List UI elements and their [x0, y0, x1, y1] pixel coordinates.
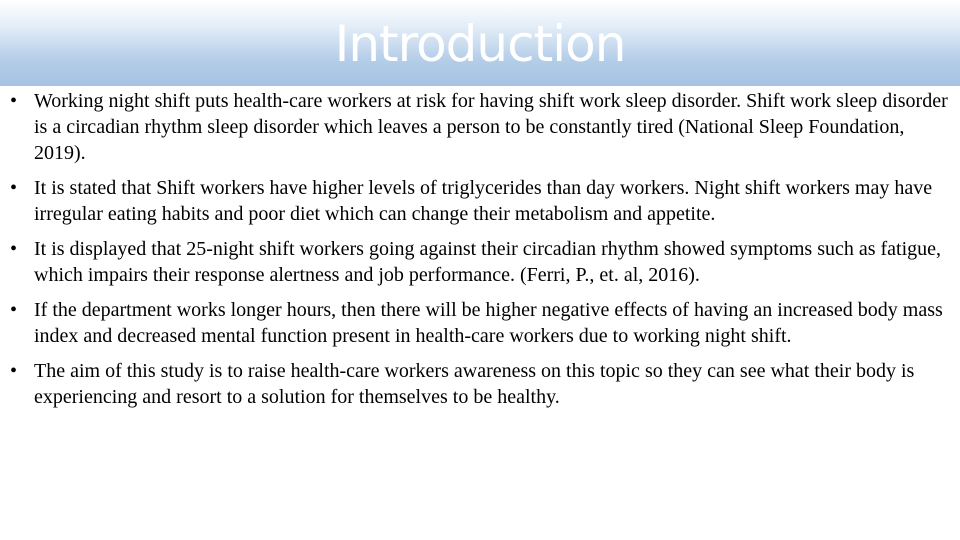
- bullet-text: The aim of this study is to raise health-care workers awareness on this topic so they can see what their body is experiencing and resort to a solution for themselves to be healthy.: [34, 360, 915, 408]
- bullet-item: [10, 358, 955, 410]
- bullet-text: It is stated that Shift workers have higher levels of triglycerides than day workers. Night shift workers may have irregular eating habits and poor diet which can change their metabolism and appetite.: [34, 177, 933, 225]
- bullet-marker: •: [10, 299, 18, 321]
- bullet-list: [10, 88, 955, 419]
- bullet-marker: •: [10, 90, 18, 112]
- bullet-marker: •: [10, 360, 18, 382]
- bullet-item: [10, 175, 955, 227]
- bullet-text: If the department works longer hours, then there will be higher negative effects of having an increased body mass index and decreased mental function present in health-care workers due to working night shift.: [34, 299, 943, 347]
- bullet-text: It is displayed that 25-night shift workers going against their circadian rhythm showed symptoms such as fatigue, which impairs their response alertness and job performance. (Ferri, P., et. al, 2016).: [34, 238, 942, 286]
- bullet-item: [10, 297, 955, 349]
- slide-title: Introduction: [334, 15, 626, 73]
- bullet-marker: •: [10, 238, 18, 260]
- bullet-item: [10, 236, 955, 288]
- bullet-text: Working night shift puts health-care workers at risk for having shift work sleep disorder. Shift work sleep disorder is a circadian rhythm sleep disorder which leaves a person to be constantly tired (National Sleep Foundation, 2019).: [34, 90, 948, 164]
- bullet-marker: •: [10, 177, 18, 199]
- bullet-item: [10, 88, 955, 166]
